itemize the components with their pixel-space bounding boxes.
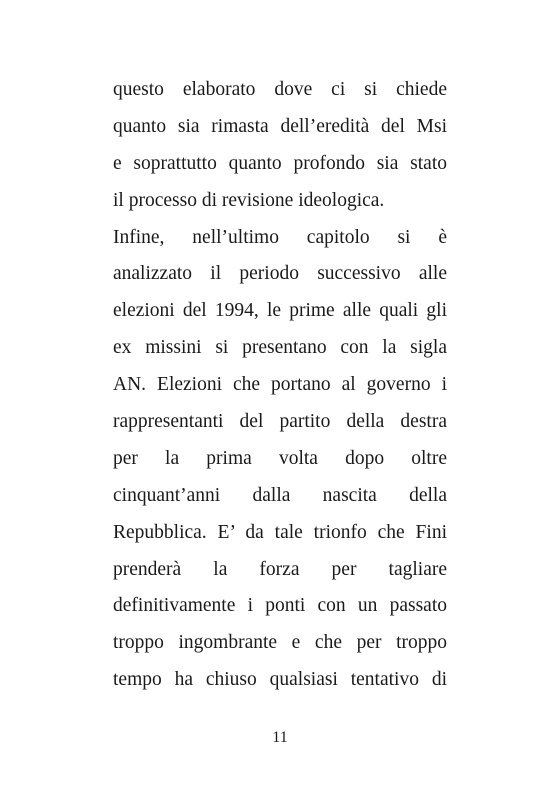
text-line: rappresentanti del partito della destra (113, 411, 447, 433)
text-line: prenderà la forza per tagliare (113, 558, 447, 580)
body-text (113, 72, 447, 699)
text-line: quanto sia rimasta dell’eredità del Msi (113, 115, 447, 137)
text-line: e soprattutto quanto profondo sia stato (113, 152, 447, 174)
text-line: troppo ingombrante e che per troppo (113, 632, 447, 654)
text-line: ex missini si presentano con la sigla (113, 337, 447, 359)
text-line: Repubblica. E’ da tale trionfo che Fini (113, 521, 447, 543)
text-line: per la prima volta dopo oltre (113, 447, 447, 469)
text-line: il processo di revisione ideologica. (113, 189, 385, 211)
text-line: questo elaborato dove ci si chiede (113, 79, 447, 100)
text-line: cinquant’anni dalla nascita della (113, 484, 447, 506)
text-line: analizzato il periodo successivo alle (113, 263, 447, 285)
text-line: AN. Elezioni che portano al governo i (113, 374, 447, 396)
text-line: elezioni del 1994, le prime alle quali gli (113, 300, 447, 322)
page-number: 11 (272, 729, 288, 746)
text-line: definitivamente i ponti con un passato (113, 595, 447, 617)
text-line: tempo ha chiuso qualsiasi tentativo di (113, 669, 447, 691)
text-line: Infine, nell’ultimo capitolo si è (113, 226, 447, 248)
